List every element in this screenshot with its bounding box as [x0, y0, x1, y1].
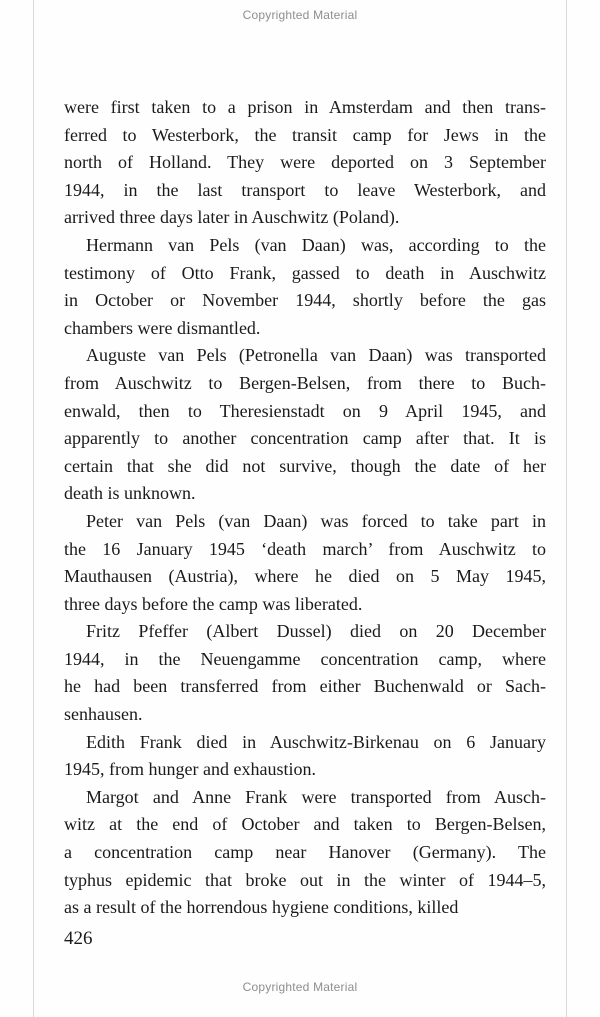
text-line: as a result of the horrendous hygiene conditions, killed — [64, 897, 459, 918]
page-number: 426 — [64, 928, 93, 949]
paragraph — [64, 784, 546, 922]
paragraph — [64, 729, 546, 784]
text-line: apparently to another concentration camp after that. It is — [64, 428, 546, 449]
text-line: Mauthausen (Austria), where he died on 5 May 1945, — [64, 566, 546, 587]
text-line: were first taken to a prison in Amsterdam and then trans- — [64, 97, 546, 117]
text-line: 1944, in the Neuengamme concentration camp, where — [64, 648, 546, 669]
text-line: typhus epidemic that broke out in the winter of 1944–5, — [64, 869, 546, 890]
text-line: certain that she did not survive, though the date of her — [64, 455, 546, 476]
paragraph — [64, 94, 546, 232]
page-edge-right — [566, 0, 567, 1017]
text-line: 1944, in the last transport to leave Westerbork, and — [64, 179, 546, 200]
text-line: enwald, then to Theresienstadt on 9 April 1945, and — [64, 400, 546, 421]
text-line: ferred to Westerbork, the transit camp for Jews in the — [64, 124, 546, 145]
copyright-notice-bottom: Copyrighted Material — [242, 980, 358, 994]
text-line: Hermann van Pels (van Daan) was, according to the — [86, 234, 546, 255]
text-line: he had been transferred from either Buchenwald or Sach- — [64, 676, 546, 697]
text-line: arrived three days later in Auschwitz (Poland). — [64, 207, 400, 228]
text-line: a concentration camp near Hanover (Germany). The — [64, 842, 546, 863]
paragraph — [64, 342, 546, 508]
text-line: Edith Frank died in Auschwitz-Birkenau on 6 January — [86, 731, 546, 752]
copyright-notice-top: Copyrighted Material — [242, 8, 358, 22]
text-line: Peter van Pels (van Daan) was forced to take part in — [86, 510, 546, 531]
text-line: Auguste van Pels (Petronella van Daan) was transported — [86, 345, 546, 366]
text-line: the 16 January 1945 ‘death march’ from Auschwitz to — [64, 538, 546, 559]
text-line: witz at the end of October and taken to Bergen-Belsen, — [64, 814, 546, 835]
text-line: testimony of Otto Frank, gassed to death in Auschwitz — [64, 262, 546, 283]
text-line: north of Holland. They were deported on 3 September — [64, 152, 546, 173]
text-line: three days before the camp was liberated. — [64, 593, 363, 614]
text-line: senhausen. — [64, 704, 143, 725]
paragraph — [64, 508, 546, 618]
text-line: from Auschwitz to Bergen-Belsen, from there to Buch- — [64, 372, 546, 393]
paragraph — [64, 618, 546, 728]
body-text — [64, 94, 546, 922]
page-edge-left — [33, 0, 34, 1017]
text-line: in October or November 1944, shortly before the gas — [64, 290, 546, 311]
paragraph — [64, 232, 546, 342]
text-line: Fritz Pfeffer (Albert Dussel) died on 20 December — [86, 621, 546, 642]
text-line: chambers were dismantled. — [64, 317, 261, 338]
text-line: 1945, from hunger and exhaustion. — [64, 759, 316, 780]
text-line: Margot and Anne Frank were transported from Ausch- — [86, 786, 546, 807]
text-line: death is unknown. — [64, 483, 196, 504]
